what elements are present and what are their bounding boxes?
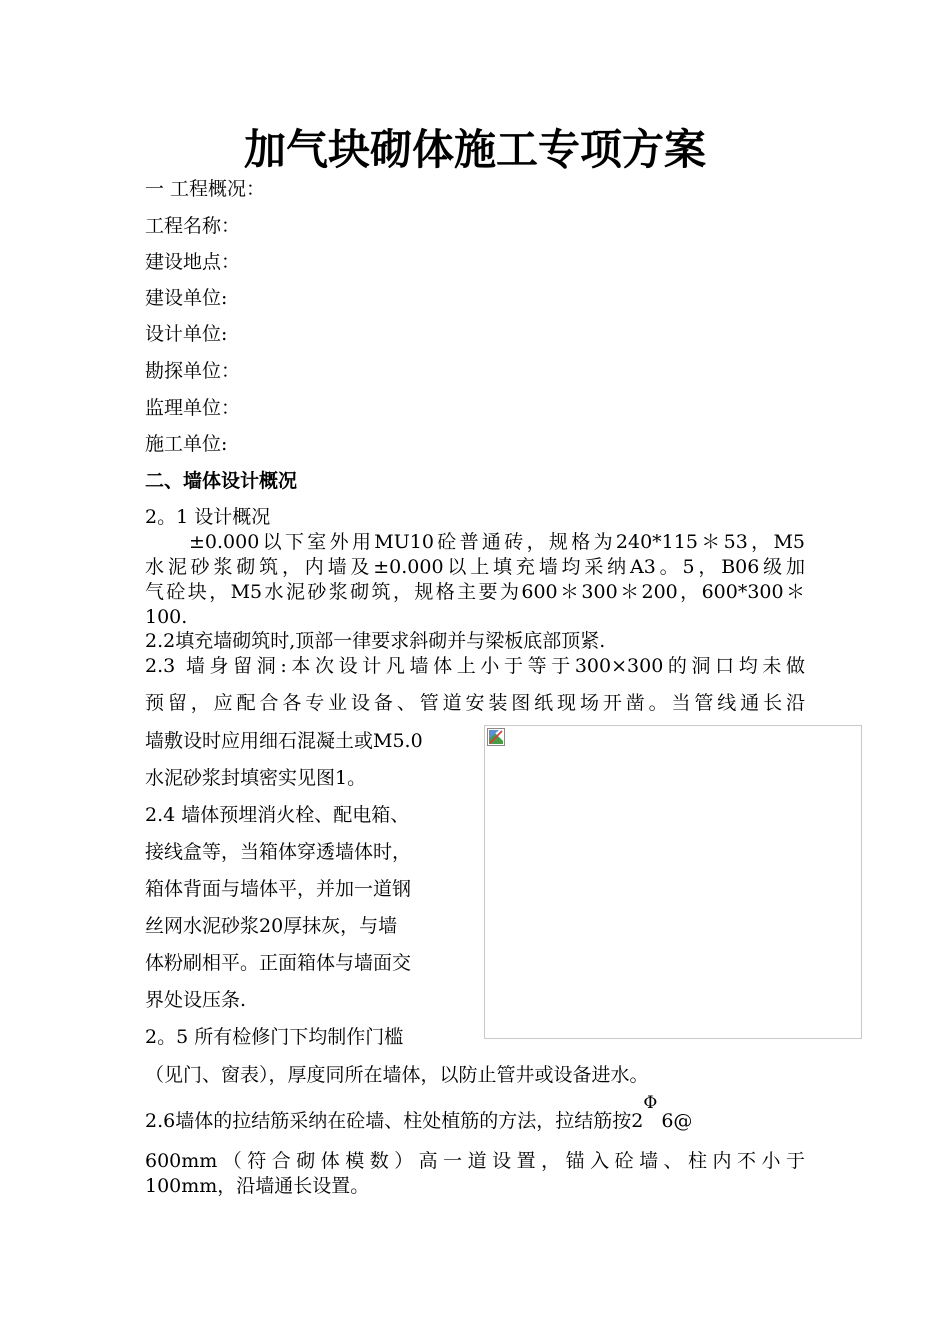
figure-1-placeholder [484, 725, 862, 1039]
p23-line-3: 墙敷设时应用细石混凝土或M5.0 [145, 730, 423, 752]
p26-line-2: 600mm（符合砌体模数）高一道设置，锚入砼墙、柱内不小于 [145, 1150, 805, 1172]
field-surveyor: 勘探单位： [145, 360, 241, 382]
p21-title: 2。1 设计概况 [145, 506, 271, 528]
p21-line-1: ±0.000以下室外用MU10砼普通砖，规格为240*115＊53，M5 [189, 531, 805, 553]
p26-line-1 [145, 1093, 693, 1133]
p24-line-1: 2.4 墙体预埋消火栓、配电箱、 [145, 804, 410, 826]
field-location: 建设地点： [145, 251, 241, 273]
p21-line-3: 气砼块，M5水泥砂浆砌筑，规格主要为600＊300＊200，600*300＊ [145, 581, 805, 603]
field-designer: 设计单位: [145, 323, 228, 345]
field-contractor: 施工单位: [145, 433, 228, 455]
broken-image-icon [487, 728, 505, 746]
rebar-symbol-text: Φ [643, 1093, 658, 1113]
p24-line-4: 丝网水泥砂浆20厚抹灰，与墙 [145, 915, 398, 937]
p25-line-2: （见门、窗表），厚度同所在墙体，以防止管井或设备进水。 [145, 1064, 649, 1086]
rebar-grade-symbol [643, 1093, 661, 1133]
p23-line-2: 预留，应配合各专业设备、管道安装图纸现场开凿。当管线通长沿 [145, 692, 805, 714]
p23-line-4: 水泥砂浆封填密实见图1。 [145, 767, 367, 789]
p24-line-6: 界处设压条. [145, 989, 247, 1011]
p26-text-post: 6@ [661, 1110, 693, 1132]
field-owner: 建设单位: [145, 287, 228, 309]
p22-text: 2.2填充墙砌筑时,顶部一律要求斜砌并与梁板底部顶紧. [145, 630, 606, 652]
field-project-name: 工程名称： [145, 215, 241, 237]
p26-line-3: 100mm，沿墙通长设置。 [145, 1175, 370, 1197]
p25-line-1: 2。5 所有检修门下均制作门槛 [145, 1026, 404, 1048]
p24-line-5: 体粉刷相平。正面箱体与墙面交 [145, 952, 412, 974]
p24-line-3: 箱体背面与墙体平，并加一道钢 [145, 878, 412, 900]
field-supervisor: 监理单位： [145, 397, 241, 419]
document-title: 加气块砌体施工专项方案 [243, 125, 706, 174]
p21-line-4: 100. [145, 606, 188, 628]
p26-text-pre: 2.6墙体的拉结筋采纳在砼墙、柱处植筋的方法，拉结筋按2 [145, 1110, 644, 1132]
p23-line-1: 2.3 墙身留洞:本次设计凡墙体上小于等于300×300的洞口均未做 [145, 655, 805, 677]
section2-heading: 二、墙体设计概况 [145, 470, 298, 492]
p21-line-2: 水泥砂浆砌筑，内墙及±0.000以上填充墙均采纳A3。5，B06级加 [145, 556, 805, 578]
section1-heading: 一 工程概况： [145, 178, 266, 200]
p24-line-2: 接线盒等，当箱体穿透墙体时， [145, 841, 412, 863]
